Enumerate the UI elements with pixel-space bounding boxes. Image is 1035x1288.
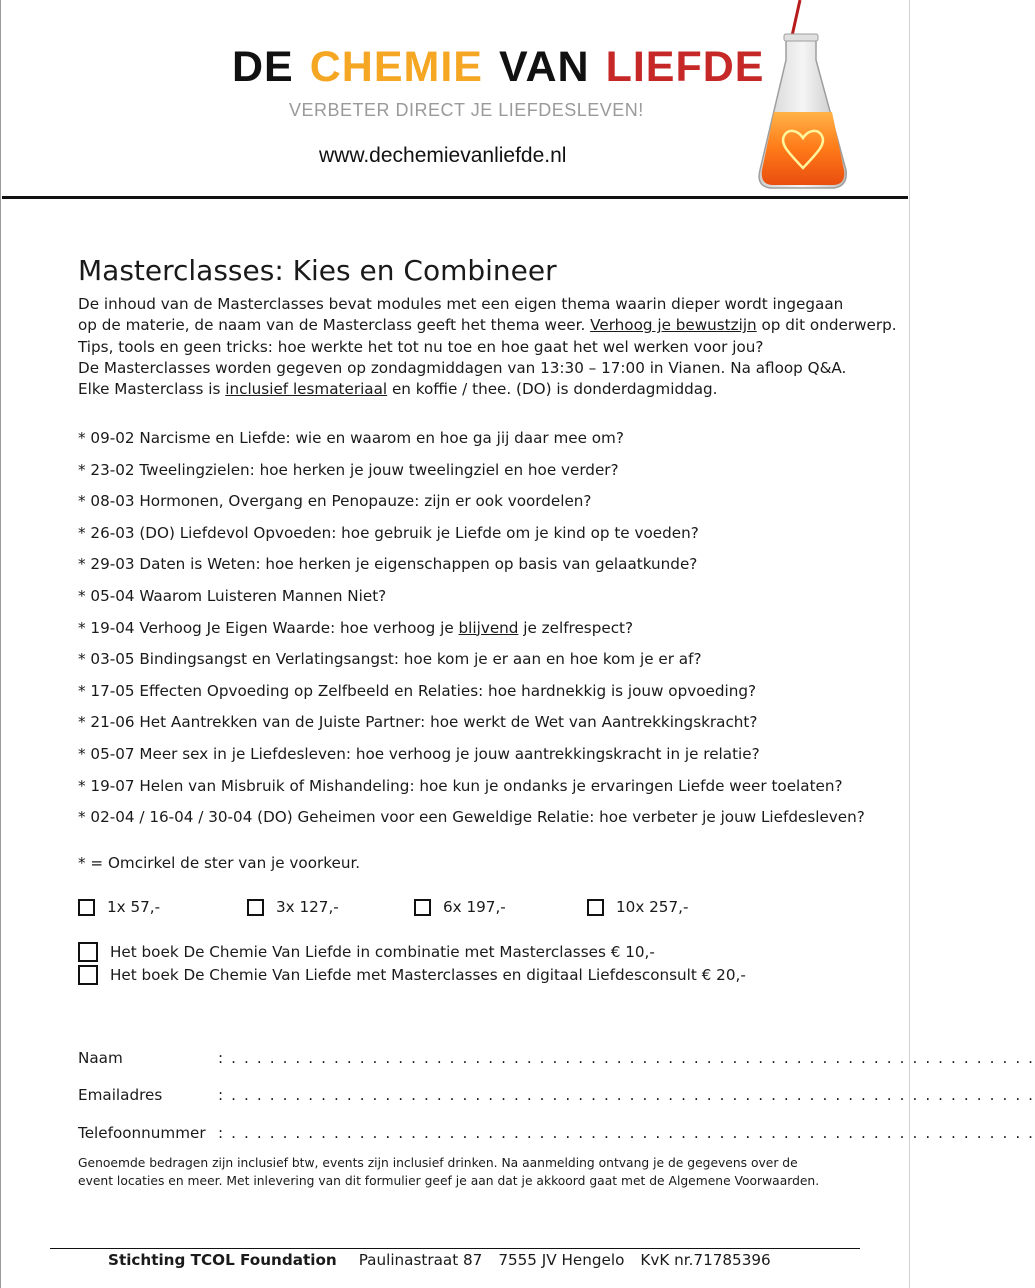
- header-divider: [2, 196, 908, 199]
- disclaimer-line: Genoemde bedragen zijn inclusief btw, events zijn inclusief drinken. Na aanmelding ontvang je de gegevens over de: [78, 1156, 798, 1170]
- masterclass-item[interactable]: * 19-07 Helen van Misbruik of Mishandeling: hoe kun je ondanks je ervaringen Liefde weer toelaten?: [78, 776, 843, 795]
- masterclass-item[interactable]: * 21-06 Het Aantrekken van de Juiste Partner: hoe werkt de Wet van Aantrekkingskracht?: [78, 713, 758, 732]
- masterclass-item[interactable]: * 05-04 Waarom Luisteren Mannen Niet?: [78, 586, 387, 605]
- phone-label: Telefoonnummer: [78, 1124, 206, 1142]
- brand-word-3: VAN: [498, 43, 590, 91]
- masterclass-item[interactable]: * 17-05 Effecten Opvoeding op Zelfbeeld en Relaties: hoe hardnekkig is jouw opvoeding?: [78, 681, 757, 700]
- brand-tagline: VERBETER DIRECT JE LIEFDESLEVEN!: [289, 100, 644, 120]
- brand-word-2: CHEMIE: [309, 43, 483, 91]
- intro-line: De Masterclasses worden gegeven op zondagmiddagen van 13:30 – 17:00 in Vianen. Na afloop Q&A.: [78, 358, 847, 377]
- masterclass-item[interactable]: * 09-02 Narcisme en Liefde: wie en waarom en hoe ga jij daar mee om?: [78, 429, 624, 447]
- footer-kvk: KvK nr.71785396: [640, 1251, 771, 1269]
- footer-organization: Stichting TCOL Foundation: [108, 1251, 337, 1269]
- footer-city: 7555 JV Hengelo: [498, 1251, 625, 1269]
- email-field[interactable]: : . . . . . . . . . . . . . . . . . . . . . . . . . . . . . . . . . . . . . . . . . . . . . . . . . . . . . . . . . . . . . . .: [218, 1086, 1035, 1104]
- checkbox[interactable]: [78, 899, 95, 916]
- price-option-6x[interactable]: [414, 898, 506, 916]
- page-border-left: [0, 0, 1, 1288]
- book-option-consult[interactable]: [78, 965, 746, 985]
- price-label: 1x 57,-: [107, 898, 161, 916]
- brand-logo-text: [232, 43, 765, 91]
- intro-text: en koffie / thee. (DO) is donderdagmiddag.: [387, 380, 718, 399]
- flask-heart-icon: [748, 0, 858, 196]
- masterclass-item[interactable]: * 26-03 (DO) Liefdevol Opvoeden: hoe gebruik je Liefde om je kind op te voeden?: [78, 523, 699, 542]
- intro-underlined-text: inclusief lesmateriaal: [225, 380, 388, 399]
- brand-word-1: DE: [232, 43, 294, 91]
- masterclass-item[interactable]: * 05-07 Meer sex in je Liefdesleven: hoe verhoog je jouw aantrekkingskracht in je relatie?: [78, 744, 760, 763]
- star-legend: * = Omcirkel de ster van je voorkeur.: [78, 854, 361, 872]
- checkbox[interactable]: [414, 899, 431, 916]
- intro-line: [78, 315, 897, 336]
- intro-underlined-text: Verhoog je bewustzijn: [590, 316, 757, 335]
- page-title: Masterclasses: Kies en Combineer: [78, 254, 557, 287]
- book-option-label: Het boek De Chemie Van Liefde in combinatie met Masterclasses € 10,-: [110, 943, 655, 961]
- book-option-masterclasses[interactable]: [78, 942, 655, 962]
- footer-street: Paulinastraat 87: [358, 1251, 483, 1269]
- price-label: 6x 197,-: [443, 898, 506, 916]
- intro-line: [78, 379, 897, 400]
- masterclass-item[interactable]: * 23-02 Tweelingzielen: hoe herken je jouw tweelingziel en hoe verder?: [78, 460, 619, 479]
- masterclass-item[interactable]: * 29-03 Daten is Weten: hoe herken je eigenschappen op basis van gelaatkunde?: [78, 555, 698, 574]
- masterclass-item[interactable]: * 03-05 Bindingsangst en Verlatingsangst: hoe kom je er aan en hoe kom je er af?: [78, 650, 702, 669]
- price-option-1x[interactable]: [78, 898, 160, 916]
- checkbox[interactable]: [78, 965, 98, 985]
- masterclass-item[interactable]: * 08-03 Hormonen, Overgang en Penopauze: zijn er ook voordelen?: [78, 492, 592, 511]
- intro-text: op dit onderwerp.: [756, 316, 897, 335]
- phone-field[interactable]: : . . . . . . . . . . . . . . . . . . . . . . . . . . . . . . . . . . . . . . . . . . . . . . . . . . . . . . . . . . . . . . .: [218, 1124, 1035, 1142]
- intro-text: op de materie, de naam van de Masterclass geeft het thema weer.: [78, 316, 591, 335]
- website-url: www.dechemievanliefde.nl: [319, 144, 567, 167]
- masterclass-item[interactable]: * 02-04 / 16-04 / 30-04 (DO) Geheimen voor een Geweldige Relatie: hoe verbeter je jouw Liefdesleven?: [78, 808, 865, 827]
- masterclass-item-text: * 19-04 Verhoog Je Eigen Waarde: hoe verhoog je: [78, 618, 459, 637]
- brand-word-4: LIEFDE: [605, 43, 765, 91]
- name-field[interactable]: : . . . . . . . . . . . . . . . . . . . . . . . . . . . . . . . . . . . . . . . . . . . . . . . . . . . . . . . . . . . . . . .: [218, 1049, 1035, 1067]
- disclaimer: [78, 1154, 819, 1190]
- book-option-label: Het boek De Chemie Van Liefde met Masterclasses en digitaal Liefdesconsult € 20,-: [110, 966, 746, 984]
- masterclass-list: [78, 428, 865, 839]
- masterclass-item-text: je zelfrespect?: [518, 618, 634, 637]
- intro-line: Tips, tools en geen tricks: hoe werkte het tot nu toe en hoe gaat het wel werken voor jou?: [78, 337, 764, 356]
- checkbox[interactable]: [78, 942, 98, 962]
- intro-paragraph: [78, 294, 897, 400]
- price-label: 10x 257,-: [616, 898, 689, 916]
- price-label: 3x 127,-: [276, 898, 339, 916]
- email-label: Emailadres: [78, 1086, 163, 1104]
- intro-line: De inhoud van de Masterclasses bevat modules met een eigen thema waarin dieper wordt ingegaan: [78, 295, 844, 313]
- intro-text: Elke Masterclass is: [78, 380, 226, 399]
- disclaimer-line: event locaties en meer. Met inlevering van dit formulier geef je aan dat je akkoord gaat met de Algemene Voorwaarden.: [78, 1174, 820, 1188]
- masterclass-item[interactable]: [78, 618, 865, 650]
- masterclass-item-underlined: blijvend: [458, 618, 519, 637]
- checkbox[interactable]: [587, 899, 604, 916]
- price-option-10x[interactable]: [587, 898, 688, 916]
- checkbox[interactable]: [247, 899, 264, 916]
- footer: [108, 1251, 771, 1269]
- footer-divider: [50, 1248, 860, 1249]
- name-label: Naam: [78, 1049, 123, 1067]
- price-option-3x[interactable]: [247, 898, 339, 916]
